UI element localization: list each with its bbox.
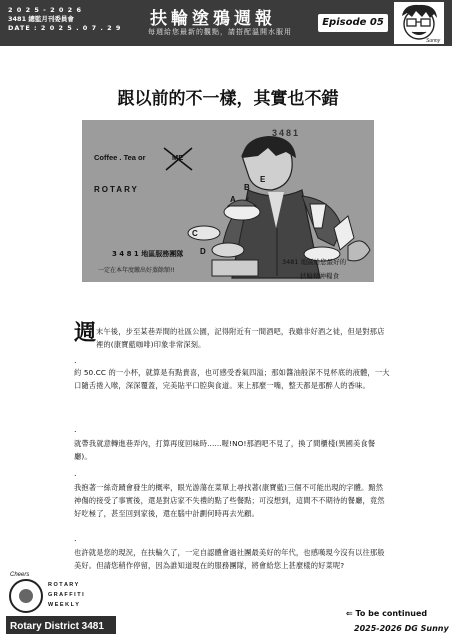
page-title: 扶輪塗鴉週報 (150, 9, 276, 29)
rotary-graffiti-badge (6, 566, 146, 636)
cartoon-avatar (394, 2, 444, 44)
letter-label: B (244, 183, 250, 192)
letter-label: A (230, 195, 236, 204)
circles-label: 3481 (272, 128, 301, 138)
menu-text: Coffee . Tea or (94, 153, 146, 162)
left-caption-1: 3 4 8 1 地區服務團隊 (112, 250, 184, 258)
badge-line: W E E K L Y (48, 602, 79, 608)
food-plate (212, 243, 244, 257)
letter-label: D (200, 247, 206, 256)
menu-crossed-word: ME (172, 153, 184, 162)
rotary-text: ROTARY (94, 185, 139, 194)
letter-label: E (260, 175, 266, 184)
badge-top: Cheers (10, 572, 30, 578)
to-be-continued: ⇐ To be continued (346, 609, 428, 618)
drop-cap: 週 (74, 320, 97, 346)
separator-dot: . (74, 534, 77, 543)
badge-line: G R A F F I T I (48, 592, 84, 598)
avatar-tag: Sunny (426, 38, 441, 44)
right-caption-1: 3481 地區給您最好的 (282, 258, 347, 266)
food-box (212, 260, 258, 276)
page-subtitle: 每週給您最新的觀點，請搭配溫開水服用 (148, 28, 292, 36)
episode-badge: Episode 05 (318, 14, 388, 32)
header-bar (0, 0, 452, 46)
arrow-left-icon: ⇐ (346, 609, 356, 618)
header-district: 3481 總監月刊委員會 (8, 15, 74, 23)
article-paragraph-5: 也許就是您的現況，在扶輪久了，一定自認體會過社團最美好的年代，也感嘆現今沒有以往那般美好。但請您稍作停留，因為誰知道現在的服務團隊，將會給您上甚麼樣的好菜呢? (74, 548, 385, 570)
right-caption-2: 扶輪精神糧食 (300, 272, 339, 280)
separator-dot: . (74, 469, 77, 478)
separator-dot: . (74, 356, 77, 365)
header-meta (8, 6, 121, 33)
header-years: 2 0 2 5 - 2 0 2 6 (8, 6, 82, 14)
article-paragraph-1: 末午後，步至某巷弄間的社區公園，記得附近有一間酒吧，我雖非好酒之徒，但是對那店裡的(康寶藍咖啡)印象非常深刻。 (96, 327, 385, 349)
cover-illustration (72, 78, 384, 288)
signature: 2025-2026 DG Sunny (354, 624, 449, 633)
separator-dot: . (74, 425, 77, 434)
badge-line: R O T A R Y (48, 582, 79, 588)
article-paragraph-2: 約 50.CC 的一小杯，就算是有點貴喜，也可感受香氣四溢；那如醬油般深不見杯底的液體，一大口隨舌捲入喉，深深覆蓋，完美貼平口腔與食道。來上那麼一嘴，整天都是那醉人的香味。 (74, 368, 390, 390)
article-paragraph-4: 我抱著一絲奇蹟會發生的概率，眼光游蕩在菜單上尋找著(康寶藍)三個不可能出現的字體。黯然神傷的接受了事實後，還是對店家不失禮的點了些餐點；可沒想到，這間不不期待的餐廳，竟然好吃極了，甚至回到家後，還在腦中計劃何時再去光顧。 (74, 483, 385, 518)
badge-main: Rotary District 3481 (10, 621, 104, 632)
left-caption-2: 一定在本年度繳出好蒸餘額!! (98, 267, 175, 274)
headline: 跟以前的不一樣，其實也不錯 (117, 89, 339, 109)
article-paragraph-3: 就帶我就意轉進巷弄內，打算再度回味時......喔!NO!那酒吧不見了，換了間櫃棧(異國美食餐廳)。 (74, 439, 376, 461)
letter-label: C (192, 229, 198, 238)
header-date: DATE : 2 0 2 5 . 0 7 . 2 9 (8, 24, 122, 32)
